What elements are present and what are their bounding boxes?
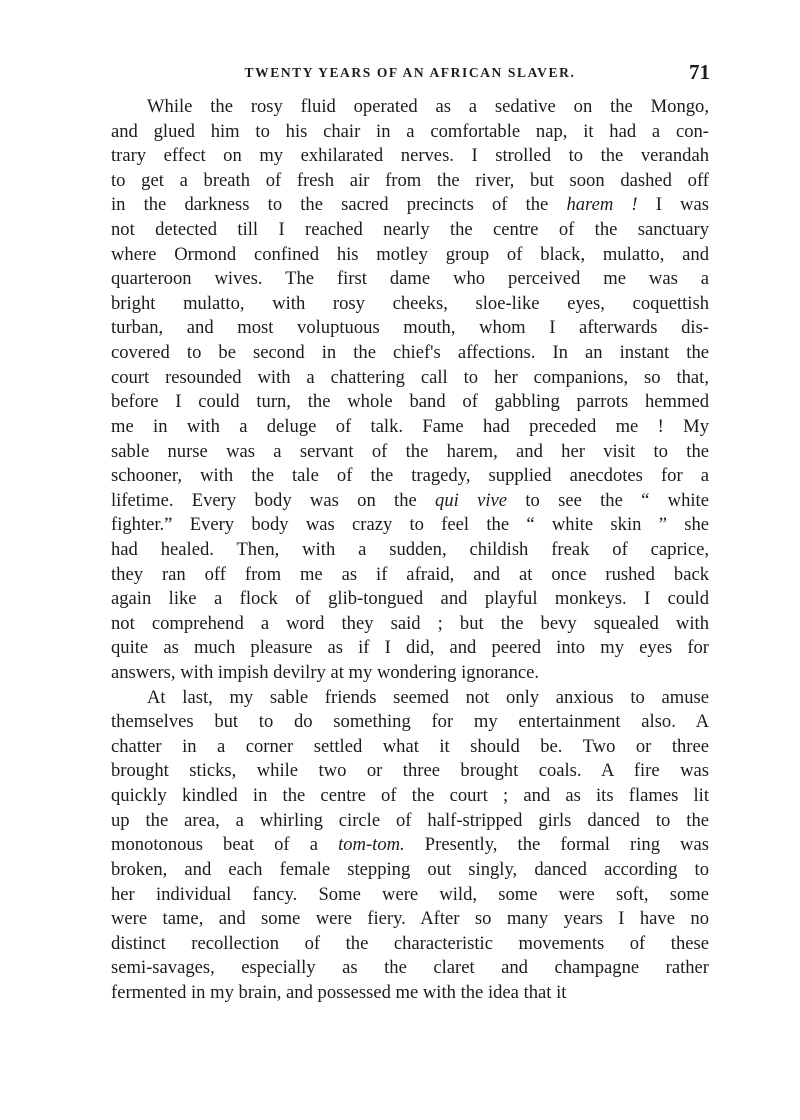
paragraph <box>111 95 709 686</box>
text-line <box>111 267 709 292</box>
text-run: were tame, and some were fiery. After so many years I have no <box>111 908 709 930</box>
text-line <box>111 538 709 563</box>
text-line <box>111 193 709 218</box>
text-line <box>111 956 709 981</box>
text-line <box>111 415 709 440</box>
text-run: had healed. Then, with a sudden, childish freak of caprice, <box>111 538 709 560</box>
text-line <box>111 759 709 784</box>
text-run: covered to be second in the chief's affections. In an instant the <box>111 342 709 364</box>
text-line <box>111 218 709 243</box>
text-run: lifetime. Every body was on the <box>111 489 436 511</box>
paragraph <box>111 686 709 1006</box>
text-run: At last, my sable friends seemed not only anxious to amuse <box>147 686 709 708</box>
text-run: While the rosy fluid operated as a sedative on the Mongo, <box>147 96 709 117</box>
text-run: bright mulatto, with rosy cheeks, sloe-like eyes, coquettish <box>111 292 709 314</box>
text-run: not detected till I reached nearly the centre of the sanctuary <box>111 219 709 241</box>
text-run: sable nurse was a servant of the harem, and her visit to the <box>111 440 709 462</box>
text-run: themselves but to do something for my entertainment also. A <box>111 711 709 733</box>
text-line <box>111 489 709 514</box>
text-line <box>111 686 709 711</box>
text-line <box>111 784 709 809</box>
text-run: distinct recollection of the characteristic movements of these <box>111 932 709 954</box>
text-line <box>111 144 709 169</box>
text-run: fighter.” Every body was crazy to feel the “ white skin ” she <box>111 514 709 536</box>
text-line <box>111 169 709 194</box>
text-run: court resounded with a chattering call to her companions, so that, <box>111 366 709 388</box>
text-run: quite as much pleasure as if I did, and peered into my eyes for <box>111 637 709 659</box>
text-line <box>111 809 709 834</box>
text-run: to see the “ white <box>507 489 709 511</box>
text-run: answers, with impish devilry at my wondering ignorance. <box>111 662 540 684</box>
text-line <box>111 316 709 341</box>
text-line <box>111 661 709 686</box>
text-line <box>111 563 709 588</box>
text-line <box>111 440 709 465</box>
text-run: broken, and each female stepping out singly, danced according to <box>111 858 709 880</box>
text-line <box>111 932 709 957</box>
page-number: 71 <box>689 60 710 84</box>
text-line <box>111 612 709 637</box>
italic-text: harem ! <box>566 194 638 216</box>
text-run: semi-savages, especially as the claret and champagne rather <box>111 957 709 979</box>
running-header <box>110 62 710 86</box>
text-run: I was <box>637 194 709 216</box>
running-title: TWENTY YEARS OF AN AFRICAN SLAVER. <box>244 65 576 80</box>
text-run: again like a flock of glib-tongued and playful monkeys. I could <box>111 588 709 610</box>
text-run: and glued him to his chair in a comfortable nap, it had a con- <box>111 120 709 142</box>
text-run: trary effect on my exhilarated nerves. I strolled to the verandah <box>111 145 709 167</box>
text-line <box>111 341 709 366</box>
text-line <box>111 243 709 268</box>
text-run: turban, and most voluptuous mouth, whom I afterwards dis- <box>111 317 709 339</box>
text-run: not comprehend a word they said ; but the bevy squealed with <box>111 612 709 634</box>
text-run: quarteroon wives. The first dame who perceived me was a <box>111 268 709 290</box>
text-run: in the darkness to the sacred precincts of the <box>111 194 567 216</box>
text-line <box>111 95 709 120</box>
text-line <box>111 390 709 415</box>
text-line <box>111 587 709 612</box>
body-text <box>111 95 709 1006</box>
text-run: where Ormond confined his motley group of black, mulatto, and <box>111 243 709 265</box>
italic-text: tom-tom. <box>338 834 405 856</box>
text-run: Presently, the formal ring was <box>404 834 709 856</box>
text-line <box>111 858 709 883</box>
text-line <box>111 883 709 908</box>
text-line <box>111 907 709 932</box>
text-line <box>111 120 709 145</box>
text-line <box>111 292 709 317</box>
italic-text: qui vive <box>435 489 508 511</box>
text-line <box>111 464 709 489</box>
text-run: her individual fancy. Some were wild, some were soft, some <box>111 883 709 905</box>
text-run: schooner, with the tale of the tragedy, supplied anecdotes for a <box>111 465 709 487</box>
text-line <box>111 735 709 760</box>
text-run: quickly kindled in the centre of the court ; and as its flames lit <box>111 785 709 807</box>
text-line <box>111 981 709 1006</box>
text-run: me in with a deluge of talk. Fame had preceded me ! My <box>111 415 709 437</box>
text-line <box>111 513 709 538</box>
text-line <box>111 636 709 661</box>
text-run: they ran off from me as if afraid, and at once rushed back <box>111 563 709 585</box>
text-line <box>111 710 709 735</box>
text-run: chatter in a corner settled what it should be. Two or three <box>111 735 709 757</box>
text-run: brought sticks, while two or three brought coals. A fire was <box>111 760 709 782</box>
text-run: before I could turn, the whole band of gabbling parrots hemmed <box>111 391 709 413</box>
text-line <box>111 366 709 391</box>
text-run: fermented in my brain, and possessed me with the idea that it <box>111 981 567 1003</box>
text-line <box>111 833 709 858</box>
text-run: up the area, a whirling circle of half-stripped girls danced to the <box>111 809 709 831</box>
text-run: to get a breath of fresh air from the river, but soon dashed off <box>111 169 709 191</box>
text-run: monotonous beat of a <box>111 834 339 856</box>
